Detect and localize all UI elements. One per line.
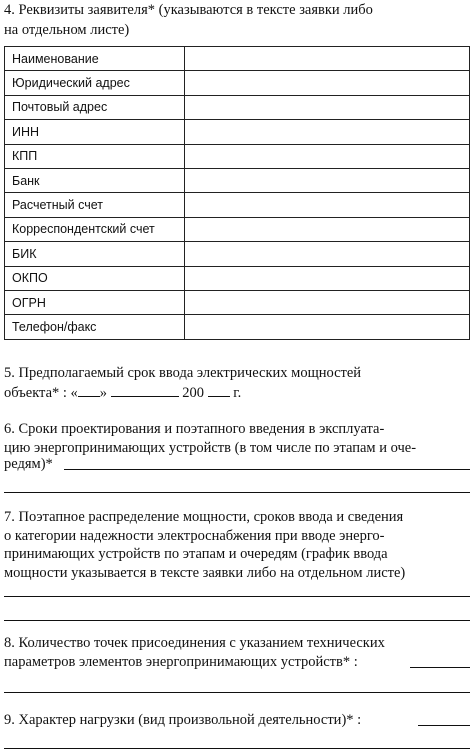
table-row [5, 95, 470, 119]
requisites-table [4, 46, 470, 340]
row-label-inn: ИНН [5, 120, 185, 144]
table-row [5, 217, 470, 241]
row-value-ogrn[interactable] [185, 290, 470, 314]
table-row [5, 315, 470, 339]
table-row [5, 47, 470, 71]
row-value-inn[interactable] [185, 120, 470, 144]
section-8-line-1: 8. Количество точек присоединения с указанием технических [4, 635, 385, 651]
row-label-name: Наименование [5, 47, 185, 71]
section-7-line-1: 7. Поэтапное распределение мощности, сроков ввода и сведения [4, 509, 404, 525]
quote-close: » [99, 384, 108, 401]
row-label-correspondent-account: Корреспондентский счет [5, 217, 185, 241]
table-row [5, 193, 470, 217]
section-7-blank-2[interactable] [4, 620, 470, 621]
row-label-okpo: ОКПО [5, 266, 185, 290]
month-blank[interactable] [111, 383, 179, 397]
row-label-ogrn: ОГРН [5, 290, 185, 314]
section-7-line-2: о категории надежности электроснабжения при вводе энерго- [4, 527, 385, 544]
table-row [5, 144, 470, 168]
row-label-phone-fax: Телефон/факс [5, 315, 185, 339]
row-label-legal-address: Юридический адрес [5, 71, 185, 95]
section-6-line-1: 6. Сроки проектирования и поэтапного введения в эксплуата- [4, 421, 385, 437]
row-value-phone-fax[interactable] [185, 315, 470, 339]
section-7-blank-1[interactable] [4, 596, 470, 597]
row-value-kpp[interactable] [185, 144, 470, 168]
row-value-name[interactable] [185, 47, 470, 71]
section-7-line-4: мощности указывается в тексте заявки либо на отдельном листе) [4, 564, 406, 581]
row-value-bank[interactable] [185, 168, 470, 192]
section-6-line-3-text: редям)* [4, 456, 53, 472]
year-suffix: г. [233, 384, 242, 401]
section-8 [4, 634, 470, 653]
row-value-bik[interactable] [185, 242, 470, 266]
section-4-title [4, 0, 470, 40]
table-row [5, 266, 470, 290]
section-5 [4, 364, 470, 402]
section-8-line-2 [4, 652, 470, 672]
row-label-bank: Банк [5, 168, 185, 192]
section-6 [4, 420, 470, 457]
section-5-line-1: 5. Предполагаемый срок ввода электрических мощностей [4, 365, 362, 381]
section-9-blank-1[interactable] [418, 725, 470, 726]
row-label-bik: БИК [5, 242, 185, 266]
section-6-line-2: цию энергопринимающих устройств (в том числе по этапам и оче- [4, 439, 417, 456]
row-label-kpp: КПП [5, 144, 185, 168]
table-row [5, 71, 470, 95]
section-4-title-line-2: на отдельном листе) [4, 22, 130, 38]
section-5-line-2 [4, 383, 470, 403]
row-value-postal-address[interactable] [185, 95, 470, 119]
row-value-correspondent-account[interactable] [185, 217, 470, 241]
row-label-settlement-account: Расчетный счет [5, 193, 185, 217]
table-row [5, 242, 470, 266]
year-blank[interactable] [208, 383, 230, 397]
section-5-prefix: объекта* : « [4, 384, 78, 401]
section-6-blank-2[interactable] [4, 492, 470, 493]
table-row [5, 290, 470, 314]
row-value-settlement-account[interactable] [185, 193, 470, 217]
section-7 [4, 508, 470, 582]
row-value-okpo[interactable] [185, 266, 470, 290]
section-6-blank-1[interactable] [64, 469, 470, 470]
section-7-line-3: принимающих устройств по этапам и очередям (график ввода [4, 546, 388, 562]
section-4-title-line-1: 4. Реквизиты заявителя* (указываются в тексте заявки либо [4, 2, 373, 18]
table-row [5, 168, 470, 192]
section-9 [4, 710, 470, 730]
section-8-blank-2[interactable] [4, 692, 470, 693]
day-blank[interactable] [78, 383, 100, 397]
row-label-postal-address: Почтовый адрес [5, 95, 185, 119]
section-8-line-2-text: параметров элементов энергопринимающих устройств* : [4, 654, 358, 670]
section-9-blank-2[interactable] [4, 748, 470, 749]
table-row [5, 120, 470, 144]
row-value-legal-address[interactable] [185, 71, 470, 95]
year-prefix: 200 [182, 384, 205, 401]
section-9-text: 9. Характер нагрузки (вид произвольной деятельности)* : [4, 712, 362, 728]
section-8-blank-1[interactable] [410, 667, 470, 668]
section-6-line-3 [4, 454, 470, 474]
